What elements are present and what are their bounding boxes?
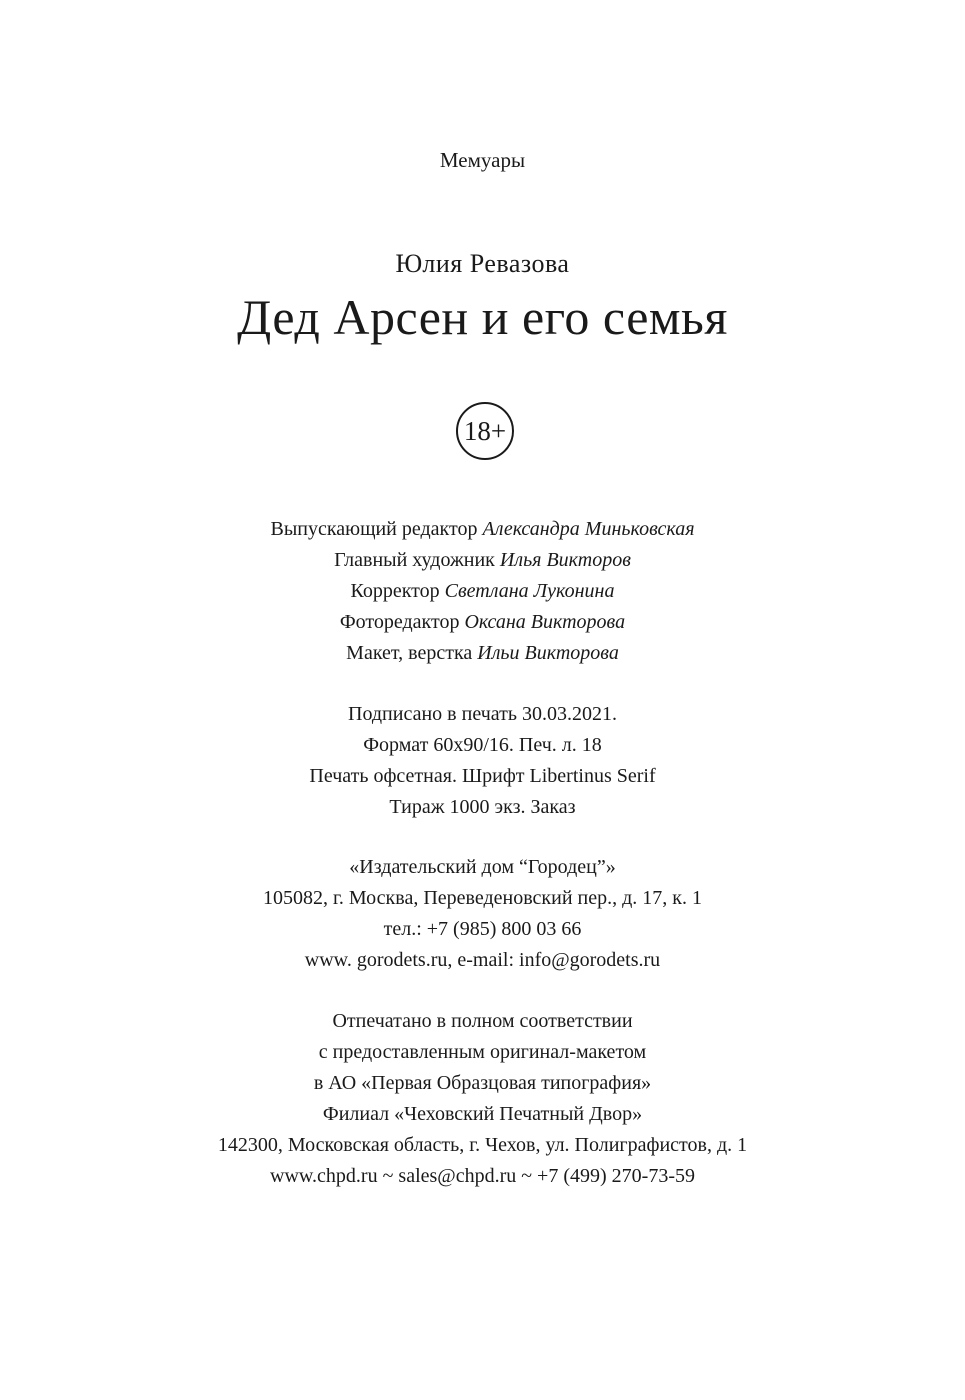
credit-line: [0, 514, 965, 545]
printer-line: 142300, Московская область, г. Чехов, ул. Полиграфистов, д. 1: [217, 1134, 748, 1156]
printer-line: Отпечатано в полном соответствии: [332, 1010, 633, 1032]
publisher-line: «Издательский дом “Городец”»: [349, 856, 616, 878]
publisher-line: тел.: +7 (985) 800 03 66: [383, 918, 582, 940]
imprint-line: Печать офсетная. Шрифт Libertinus Serif: [309, 765, 656, 787]
genre-label: Мемуары: [439, 148, 526, 172]
imprint-line: Подписано в печать 30.03.2021.: [348, 703, 617, 725]
book-author: Юлия Ревазова: [395, 249, 570, 278]
imprint-line: Формат 60х90/16. Печ. л. 18: [363, 734, 602, 756]
age-rating-badge: [456, 402, 514, 460]
credit-line: [0, 545, 965, 576]
credit-line: [0, 638, 965, 669]
credit-person: Илья Викторов: [499, 549, 631, 571]
printer-line: Филиал «Чеховский Печатный Двор»: [322, 1103, 643, 1125]
age-rating-text: 18+: [463, 415, 507, 446]
printer-line: с предоставленным оригинал-макетом: [318, 1041, 647, 1063]
printer-line: в АО «Первая Образцовая типография»: [313, 1072, 652, 1094]
publisher-line: 105082, г. Москва, Переведеновский пер., д. 17, к. 1: [262, 887, 703, 909]
publisher-block: [0, 852, 965, 976]
credit-role: Макет, верстка: [346, 642, 473, 664]
credit-person: Александра Миньковская: [482, 518, 695, 540]
credit-person: Оксана Викторова: [464, 611, 626, 633]
credit-role: Фоторедактор: [339, 611, 460, 633]
credit-role: Выпускающий редактор: [270, 518, 478, 540]
credit-role: Корректор: [350, 580, 440, 602]
credits-block: [0, 514, 965, 669]
publisher-line: www. gorodets.ru, e-mail: info@gorodets.ru: [304, 949, 661, 971]
credit-person: Ильи Викторова: [477, 642, 619, 664]
printer-line: www.chpd.ru ~ sales@chpd.ru ~ +7 (499) 270-73-59: [270, 1165, 695, 1187]
credit-line: [0, 607, 965, 638]
imprint-block: [0, 699, 965, 823]
credit-person: Светлана Луконина: [444, 580, 615, 602]
printer-block: [0, 1006, 965, 1192]
credit-role: Главный художник: [334, 549, 495, 571]
book-title: Дед Арсен и его семья: [237, 289, 728, 345]
credit-line: [0, 576, 965, 607]
imprint-line: Тираж 1000 экз. Заказ: [389, 796, 576, 818]
